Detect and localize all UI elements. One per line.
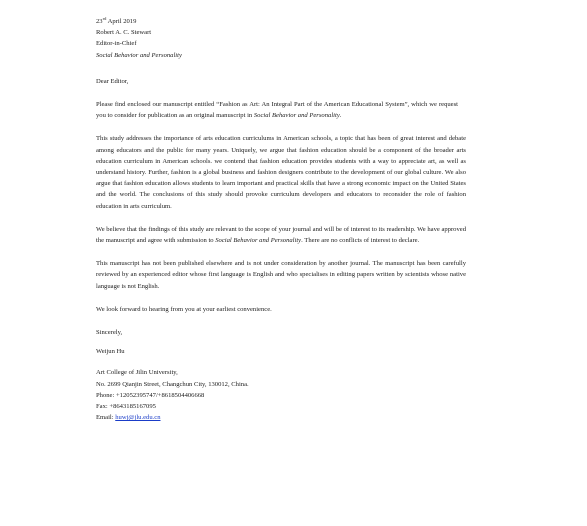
recipient-name: Robert A. C. Stewart bbox=[96, 29, 152, 37]
cover-letter bbox=[96, 16, 468, 423]
contact-phone: Phone: +12052395747/+8618504406668 bbox=[96, 391, 205, 399]
paragraph-intro-text: Please find enclosed our manuscript entitled “Fashion as Art: An Integral Part of the American Educational System”, which we request you to consider for publication as an original manuscript in bbox=[96, 101, 458, 120]
paragraph-intro bbox=[96, 99, 458, 121]
paragraph-relevance-journal: Social Behavior and Personality bbox=[215, 237, 302, 245]
paragraph-closing: We look forward to hearing from you at your earliest convenience. bbox=[96, 305, 272, 313]
letter-header bbox=[96, 16, 468, 61]
contact-block bbox=[96, 367, 468, 423]
date-day: 23 bbox=[96, 18, 103, 25]
paragraph-intro-journal: Social Behavior and Personality bbox=[253, 112, 340, 120]
date-suffix: rd bbox=[102, 15, 107, 21]
paragraph-relevance-text: We believe that the findings of this study are relevant to the scope of your journal and will be of interest to its readership. We have approved the manuscript and agree with submission to bbox=[96, 225, 466, 245]
paragraph-relevance bbox=[96, 224, 466, 246]
recipient-title: Editor-in-Chief bbox=[96, 40, 137, 48]
paragraph-study: This study addresses the importance of arts education curriculums in American schools, a topic that has been of great interest and debate among educators and the public for many years. Uniquely, we argue that fashion education should be a component of the broader arts education curriculum in American schools. we contend that fashion education provides students with a way to appreciate art, as well as understand history. Further, fashion is a global business and fashion designers contribute to the development of our global culture. We also argue that fashion education allows students to learn important and practical skills that have a strong economic impact on the United States and the world. The conclusions of this study should provoke curriculum developers and educators to reconsider the role of fashion education in arts curriculum. bbox=[96, 135, 466, 210]
contact-institution: Art College of Jilin University, bbox=[96, 369, 178, 377]
contact-email-line bbox=[96, 412, 468, 423]
paragraph-originality: This manuscript has not been published elsewhere and is not under consideration by another journal. The manuscript has been carefully reviewed by an experienced editor whose first language is English and who specialises in editing papers written by scientists whose native language is not English. bbox=[96, 260, 466, 290]
salutation: Dear Editor, bbox=[96, 77, 129, 85]
paragraph-intro-end: . bbox=[339, 112, 342, 120]
contact-email-label: Email: bbox=[96, 414, 116, 422]
journal-name: Social Behavior and Personality bbox=[96, 51, 182, 59]
contact-email-link[interactable]: huwj@jlu.edu.cn bbox=[115, 414, 161, 422]
letter-date bbox=[96, 16, 468, 27]
contact-address: No. 2699 Qianjin Street, Changchun City, 130012, China. bbox=[96, 380, 249, 388]
contact-fax: Fax: +8643185167095 bbox=[96, 403, 156, 411]
signature: Weijun Hu bbox=[96, 348, 125, 356]
paragraph-relevance-end: . There are no conflicts of interest to declare. bbox=[301, 237, 420, 245]
date-rest: April 2019 bbox=[106, 18, 137, 25]
closing: Sincerely, bbox=[96, 329, 123, 337]
